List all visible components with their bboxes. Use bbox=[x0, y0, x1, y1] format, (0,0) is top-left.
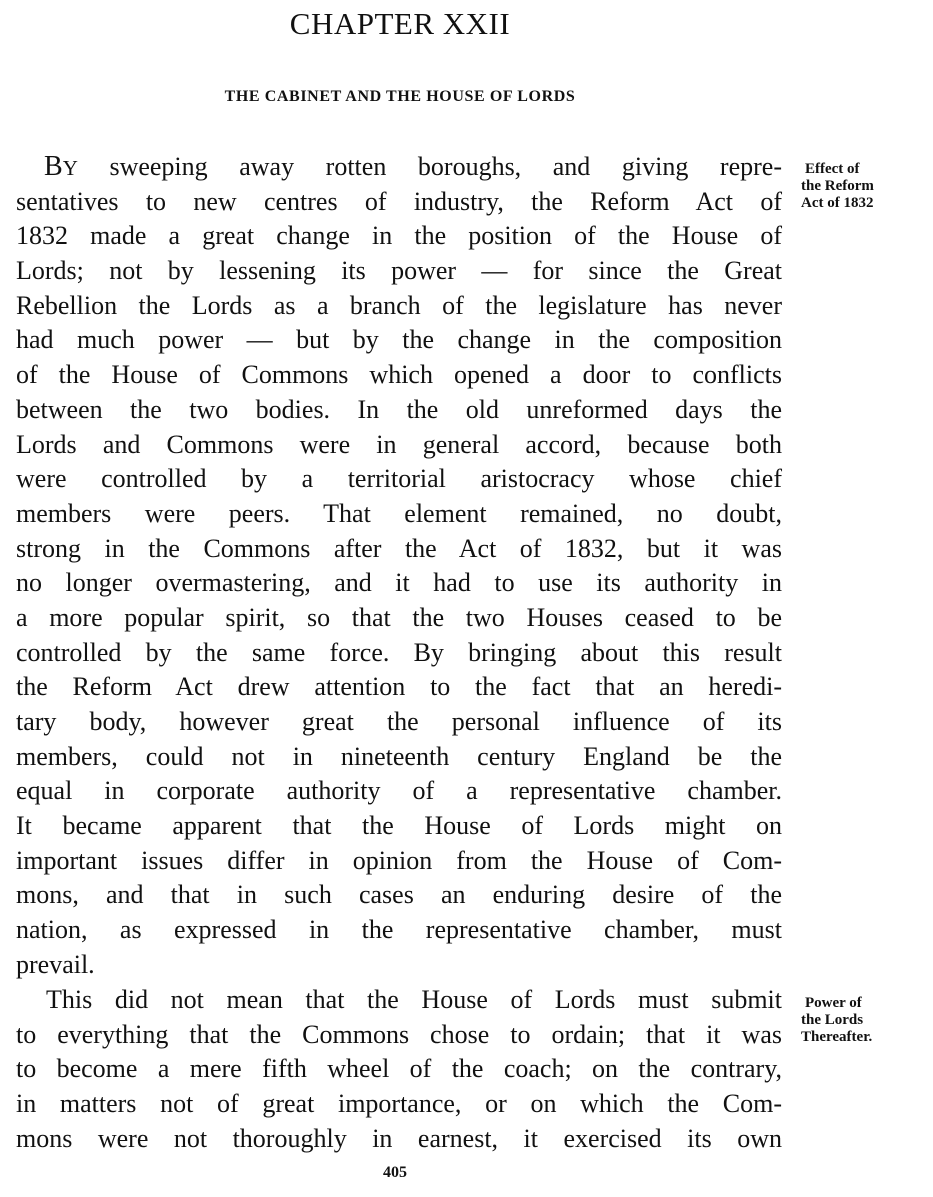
paragraph-line: no longer overmastering, and it had to use its authority in bbox=[16, 568, 782, 598]
paragraph-line: were controlled by a territorial aristocracy whose chief bbox=[16, 464, 782, 494]
line-text: sweeping away rotten boroughs, and giving repre- bbox=[77, 152, 782, 181]
margin-note-line: Power of bbox=[805, 995, 862, 1011]
paragraph-line: mons were not thoroughly in earnest, it exercised its own bbox=[16, 1123, 782, 1153]
paragraph-line: 1832 made a great change in the position of the House of bbox=[16, 221, 782, 251]
paragraph-line: Rebellion the Lords as a branch of the legislature has never bbox=[16, 290, 782, 320]
paragraph-line: Lords; not by lessening its power — for since the Great bbox=[16, 256, 782, 286]
paragraph-2 bbox=[16, 983, 782, 1156]
paragraph-line: to everything that the Commons chose to ordain; that it was bbox=[16, 1019, 782, 1049]
page-number: 405 bbox=[383, 1164, 407, 1181]
paragraph-line: between the two bodies. In the old unreformed days the bbox=[16, 394, 782, 424]
paragraph-line: members, could not in nineteenth century England be the bbox=[16, 741, 782, 771]
margin-note-power-of-lords bbox=[801, 995, 926, 1046]
margin-note-line: the Reform bbox=[801, 178, 874, 194]
drop-cap-rest: Y bbox=[62, 156, 78, 180]
paragraph-line: tary body, however great the personal influence of its bbox=[16, 707, 782, 736]
paragraph-line: It became apparent that the House of Lords might on bbox=[16, 811, 782, 841]
chapter-title: CHAPTER XXII bbox=[289, 6, 511, 41]
paragraph-line: controlled by the same force. By bringing about this result bbox=[16, 637, 782, 667]
paragraph-1 bbox=[16, 150, 782, 983]
paragraph-line: Lords and Commons were in general accord, because both bbox=[16, 429, 782, 459]
paragraph-line: members were peers. That element remained, no doubt, bbox=[16, 498, 782, 528]
paragraph-line: prevail. bbox=[16, 949, 95, 979]
paragraph-line: of the House of Commons which opened a door to conflicts bbox=[16, 360, 782, 390]
drop-cap: B bbox=[44, 151, 63, 182]
section-title: THE CABINET AND THE HOUSE OF LORDS bbox=[224, 88, 576, 105]
paragraph-line: in matters not of great importance, or on which the Com- bbox=[16, 1089, 782, 1119]
margin-note-line: Effect of bbox=[805, 161, 860, 177]
margin-note-line: Thereafter. bbox=[801, 1029, 873, 1045]
paragraph-line: This did not mean that the House of Lords must submit bbox=[46, 985, 782, 1014]
paragraph-line: strong in the Commons after the Act of 1832, but it was bbox=[16, 533, 782, 563]
paragraph-line: nation, as expressed in the representative chamber, must bbox=[16, 915, 782, 945]
margin-note-reform-act bbox=[801, 161, 926, 212]
paragraph-line: a more popular spirit, so that the two Houses ceased to be bbox=[16, 602, 782, 632]
margin-note-line: Act of 1832 bbox=[801, 195, 874, 211]
paragraph-line: the Reform Act drew attention to the fact that an heredi- bbox=[16, 672, 782, 702]
margin-note-line: the Lords bbox=[801, 1012, 864, 1028]
paragraph-line: important issues differ in opinion from the House of Com- bbox=[16, 845, 782, 875]
paragraph-line: sentatives to new centres of industry, the Reform Act of bbox=[16, 186, 782, 216]
paragraph-line: mons, and that in such cases an enduring desire of the bbox=[16, 880, 782, 910]
paragraph-line: had much power — but by the change in the composition bbox=[16, 325, 782, 355]
paragraph-line: to become a mere fifth wheel of the coach; on the contrary, bbox=[16, 1054, 782, 1084]
paragraph-line bbox=[16, 150, 782, 185]
paragraph-line: equal in corporate authority of a representative chamber. bbox=[16, 776, 782, 806]
